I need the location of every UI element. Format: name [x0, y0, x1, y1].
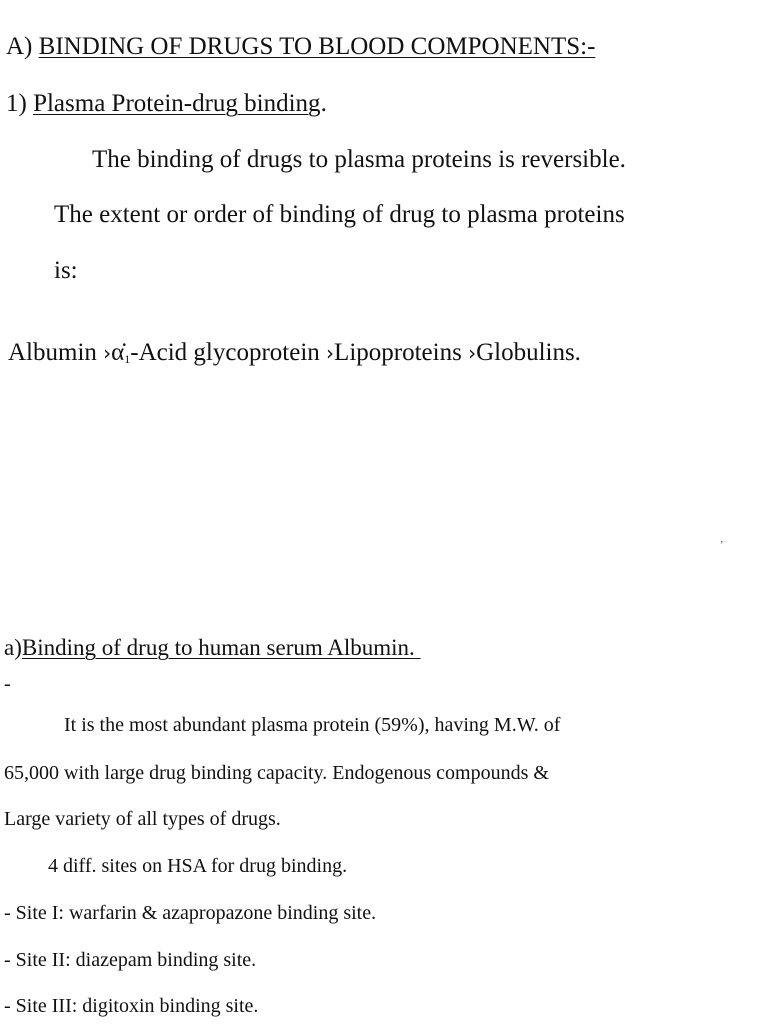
paragraph1-line1: The binding of drugs to plasma proteins is reversible. — [92, 146, 626, 173]
paragraph1-line3: is: — [54, 257, 78, 284]
section1-suffix: . — [320, 90, 327, 117]
paragraph1-line2: The extent or order of binding of drug to plasma proteins — [54, 201, 625, 228]
heading-underline-tail — [415, 635, 423, 661]
albumin-heading-title: Binding of drug to human serum Albumin. — [21, 635, 415, 660]
site-item-1: - Site I: warfarin & azapropazone binding site. — [4, 902, 377, 924]
binding-order — [8, 339, 581, 367]
paragraph2-line4: 4 diff. sites on HSA for drug binding. — [48, 855, 348, 877]
site-item-3: - Site III: digitoxin binding site. — [4, 995, 259, 1017]
paragraph2-line3: Large variety of all types of drugs. — [4, 808, 281, 830]
order-lipoproteins: Lipoproteins — [334, 339, 469, 366]
albumin-heading-prefix: a) — [4, 635, 22, 660]
greater-than-2: › — [326, 341, 335, 365]
albumin-heading — [4, 635, 423, 661]
heading-prefix: A) — [6, 33, 39, 60]
dash-mark: - — [4, 673, 11, 695]
section1-prefix: 1) — [6, 90, 34, 117]
order-acid-glycoprotein: -Acid glycoprotein — [130, 339, 327, 366]
section-heading — [6, 33, 595, 61]
site-item-2: - Site II: diazepam binding site. — [4, 949, 257, 971]
alpha-symbol: α̇ — [111, 339, 125, 366]
paragraph2-line1: It is the most abundant plasma protein (59%), having M.W. of — [64, 714, 561, 736]
greater-than-1: › — [103, 341, 112, 365]
order-albumin: Albumin — [8, 339, 104, 366]
paragraph2-line2: 65,000 with large drug binding capacity. Endogenous compounds & — [4, 762, 549, 784]
order-globulins: Globulins. — [476, 339, 581, 366]
greater-than-3: › — [468, 341, 477, 365]
heading-title: BINDING OF DRUGS TO BLOOD COMPONENTS:- — [38, 33, 596, 60]
section1-title: Plasma Protein-drug binding — [33, 90, 321, 117]
alpha-subscript: 1 — [124, 352, 131, 366]
stray-mark: ’ — [720, 540, 724, 551]
subsection-heading — [6, 90, 327, 118]
